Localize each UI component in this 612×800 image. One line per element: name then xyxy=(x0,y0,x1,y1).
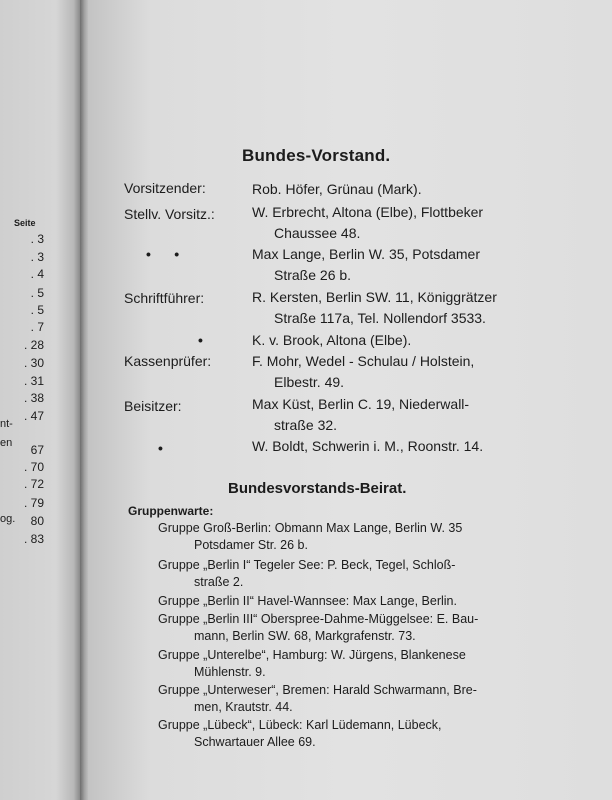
index-page-number: . 38 xyxy=(23,391,44,405)
index-page-number: . 7 xyxy=(30,320,44,334)
index-page-number: . 28 xyxy=(23,338,44,352)
book-gutter xyxy=(80,0,88,800)
index-page-number: . 3 xyxy=(30,232,44,246)
index-page-number: 67 xyxy=(30,443,44,457)
board-label: Beisitzer: xyxy=(124,398,182,414)
left-page-index xyxy=(0,0,80,800)
group-entry: Gruppe „Berlin II“ Havel-Wannsee: Max Lange, Berlin. xyxy=(158,594,457,608)
index-page-number: . 5 xyxy=(30,286,44,300)
gruppenwarte-heading: Gruppenwarte: xyxy=(128,504,214,518)
index-fragment: nt- xyxy=(0,418,13,430)
board-value: K. v. Brook, Altona (Elbe). xyxy=(252,332,412,348)
board-label: Kassenprüfer: xyxy=(124,353,212,369)
index-page-number: 80 xyxy=(30,514,44,528)
index-page-number: . 47 xyxy=(23,409,44,423)
index-page-number: . 4 xyxy=(30,267,44,281)
index-page-number: . 83 xyxy=(23,532,44,546)
index-fragment: en xyxy=(0,437,13,449)
index-page-number: . 3 xyxy=(30,250,44,264)
group-entry: Gruppe „Berlin I“ Tegeler See: P. Beck, Tegel, Schloß- straße 2. xyxy=(158,558,456,589)
ditto-mark: • xyxy=(158,440,163,456)
right-page xyxy=(88,0,612,800)
section-subtitle: Bundesvorstands-Beirat. xyxy=(228,480,407,497)
index-page-number: . 72 xyxy=(23,477,44,491)
ditto-mark: • • xyxy=(146,246,180,262)
index-page-number: . 79 xyxy=(23,496,44,510)
index-heading: Seite xyxy=(14,218,36,228)
index-page-number: . 31 xyxy=(23,374,44,388)
board-label: Stellv. Vorsitz.: xyxy=(124,206,215,222)
index-page-number: . 5 xyxy=(30,303,44,317)
board-label: Schriftführer: xyxy=(124,290,205,306)
page-title: Bundes-Vorstand. xyxy=(242,146,391,165)
board-value: F. Mohr, Wedel - Schulau / Holstein, Elbestr. 49. xyxy=(252,353,475,390)
board-value: Max Küst, Berlin C. 19, Niederwall- straße 32. xyxy=(252,396,470,433)
index-fragment: og. xyxy=(0,513,16,525)
group-entry: Gruppe „Unterweser“, Bremen: Harald Schwarmann, Bre- men, Krautstr. 44. xyxy=(158,683,477,714)
group-entry: Gruppe „Unterelbe“, Hamburg: W. Jürgens, Blankenese Mühlenstr. 9. xyxy=(158,648,466,679)
board-value: Rob. Höfer, Grünau (Mark). xyxy=(252,181,422,197)
group-entry: Gruppe „Berlin III“ Oberspree-Dahme-Müggelsee: E. Bau- mann, Berlin SW. 68, Markgrafenstr. 73. xyxy=(158,612,479,643)
group-entry: Gruppe „Lübeck“, Lübeck: Karl Lüdemann, Lübeck, Schwartauer Allee 69. xyxy=(158,718,442,749)
board-value: Max Lange, Berlin W. 35, Potsdamer Straße 26 b. xyxy=(252,246,480,283)
ditto-mark: • xyxy=(198,332,203,348)
board-value: R. Kersten, Berlin SW. 11, Königgrätzer Straße 117a, Tel. Nollendorf 3533. xyxy=(252,289,497,326)
board-label: Vorsitzender: xyxy=(124,180,206,196)
group-entry: Gruppe Groß-Berlin: Obmann Max Lange, Berlin W. 35 Potsdamer Str. 26 b. xyxy=(158,521,463,552)
index-page-number: . 30 xyxy=(23,356,44,370)
board-value: W. Boldt, Schwerin i. M., Roonstr. 14. xyxy=(252,438,484,454)
board-value: W. Erbrecht, Altona (Elbe), Flottbeker Chaussee 48. xyxy=(252,204,484,241)
index-page-number: . 70 xyxy=(23,460,44,474)
